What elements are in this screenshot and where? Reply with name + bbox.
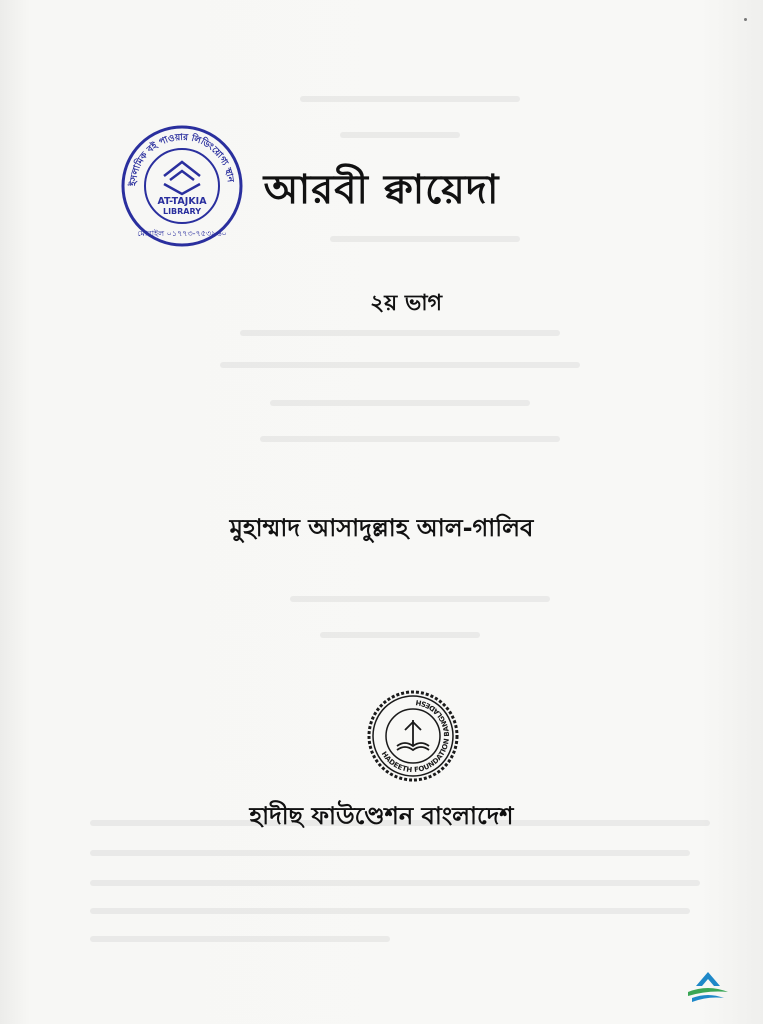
bleed-through-line [260, 436, 560, 442]
bleed-through-line [290, 596, 550, 602]
bleed-through-line [300, 96, 520, 102]
bleed-through-line [240, 330, 560, 336]
bleed-through-line [330, 236, 520, 242]
bleed-through-line [90, 880, 700, 886]
open-book-icon [397, 720, 429, 750]
bleed-through-line [270, 400, 530, 406]
bleed-through-line [320, 632, 480, 638]
book-part: ২য় ভাগ [369, 291, 443, 316]
stamp-library-name: AT-TAJKIA [157, 196, 207, 207]
stamp-phone: মোবাইল ০১৭৭৩-৭৫৩৯৬০ [137, 229, 227, 238]
bleed-through-line [90, 850, 690, 856]
stamp-library-subtitle: LIBRARY [162, 207, 202, 216]
speck [744, 18, 747, 21]
bleed-through-line [220, 362, 580, 368]
publisher-emblem [367, 690, 459, 782]
corner-logo-icon [684, 968, 732, 1008]
emblem-ring-text: HADEETH FOUNDATION BANGLADESH [379, 698, 452, 775]
bleed-through-line [90, 936, 390, 942]
publisher-name: হাদীছ ফাউণ্ডেশন বাংলাদেশ [249, 802, 514, 830]
bleed-through-line [90, 908, 690, 914]
book-author: মুহাম্মাদ আসাদুল্লাহ আল-গালিব [229, 514, 534, 542]
bleed-through-line [340, 132, 460, 138]
stamp-ring-text: ইসলামিক বই পাওয়ার লিডিংয়োগ্য স্থান [128, 132, 235, 187]
book-title: আরবী ক্বায়েদা [263, 167, 500, 213]
